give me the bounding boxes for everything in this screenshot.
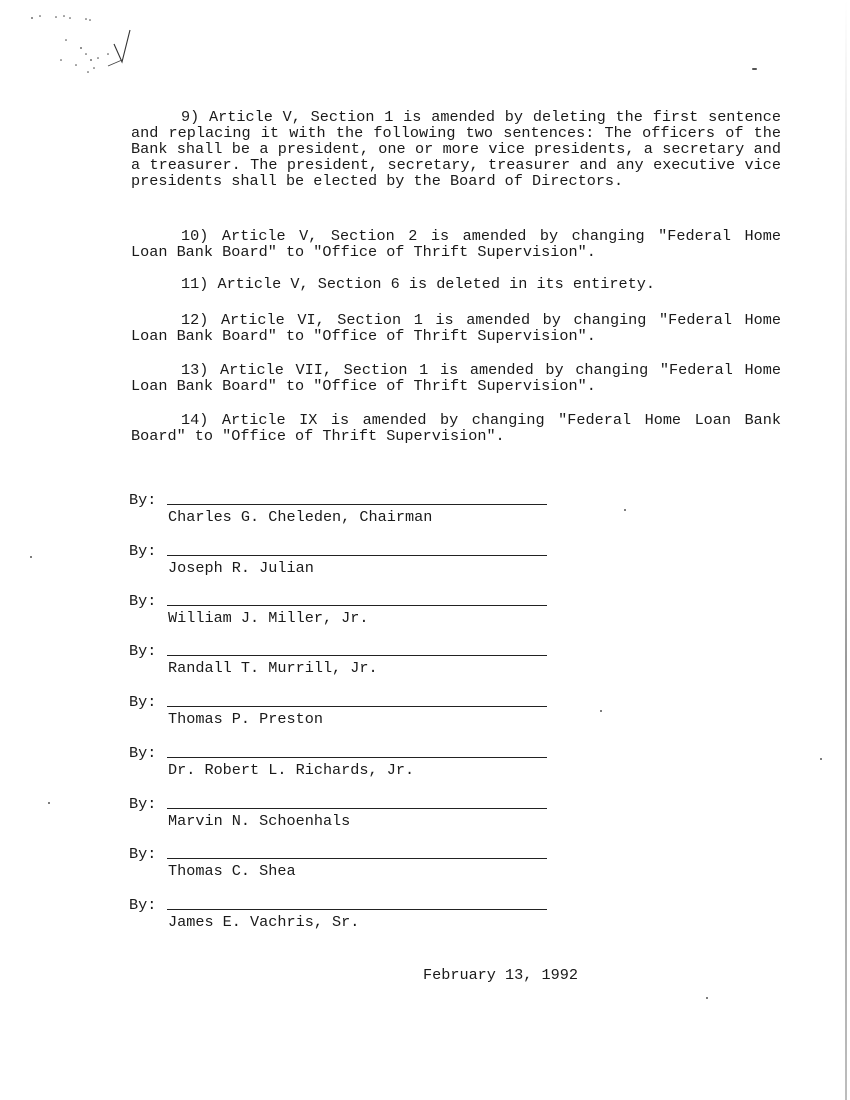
signature-block [129, 643, 559, 683]
signature-line [167, 504, 547, 505]
signatory-name: Marvin N. Schoenhals [168, 812, 351, 830]
signature-block [129, 694, 559, 734]
by-label: By: [129, 744, 157, 762]
scan-edge [845, 0, 847, 1100]
amendment-paragraph: 9) Article V, Section 1 is amended by deleting the first sentence and replacing it with the following two sentences: The officers of the Bank shall be a president, one or more vice presidents, a secretary and a treasurer. The president, secretary, treasurer and any executive vice presidents shall be elected by the Board of Directors. [131, 108, 781, 190]
signatory-name: Thomas C. Shea [168, 862, 296, 880]
signature-line [167, 808, 547, 809]
scan-speck [820, 758, 822, 760]
by-label: By: [129, 592, 157, 610]
by-label: By: [129, 542, 157, 560]
amendment-paragraph: 12) Article VI, Section 1 is amended by changing "Federal Home Loan Bank Board" to "Office of Thrift Supervision". [131, 311, 781, 345]
by-label: By: [129, 795, 157, 813]
scan-speck [30, 556, 32, 558]
signature-line [167, 757, 547, 758]
signatory-name: Charles G. Cheleden, Chairman [168, 508, 433, 526]
signatory-name: Dr. Robert L. Richards, Jr. [168, 761, 415, 779]
signature-block [129, 492, 559, 532]
signatory-name: Thomas P. Preston [168, 710, 323, 728]
document-date: February 13, 1992 [423, 966, 578, 984]
scan-speck [752, 68, 757, 70]
signature-block [129, 593, 559, 633]
amendment-paragraph: 13) Article VII, Section 1 is amended by changing "Federal Home Loan Bank Board" to "Office of Thrift Supervision". [131, 361, 781, 395]
scan-speck [48, 802, 50, 804]
signature-line [167, 706, 547, 707]
signatory-name: William J. Miller, Jr. [168, 609, 369, 627]
signature-line [167, 555, 547, 556]
signature-line [167, 605, 547, 606]
signature-block [129, 745, 559, 785]
scan-speck [600, 710, 602, 712]
signature-block [129, 897, 559, 937]
by-label: By: [129, 896, 157, 914]
scan-artifact-mark [26, 10, 141, 80]
signatory-name: Randall T. Murrill, Jr. [168, 659, 378, 677]
signature-line [167, 909, 547, 910]
signatory-name: Joseph R. Julian [168, 559, 314, 577]
by-label: By: [129, 845, 157, 863]
scan-speck [624, 509, 626, 511]
signature-block [129, 543, 559, 583]
by-label: By: [129, 693, 157, 711]
signatory-name: James E. Vachris, Sr. [168, 913, 360, 931]
scan-speck [706, 997, 708, 999]
amendment-paragraph: 11) Article V, Section 6 is deleted in its entirety. [181, 275, 655, 293]
signature-line [167, 858, 547, 859]
by-label: By: [129, 642, 157, 660]
by-label: By: [129, 491, 157, 509]
signature-block [129, 796, 559, 836]
amendment-paragraph: 10) Article V, Section 2 is amended by changing "Federal Home Loan Bank Board" to "Office of Thrift Supervision". [131, 227, 781, 261]
amendment-paragraph: 14) Article IX is amended by changing "Federal Home Loan Bank Board" to "Office of Thrift Supervision". [131, 411, 781, 445]
signature-block [129, 846, 559, 886]
signature-line [167, 655, 547, 656]
